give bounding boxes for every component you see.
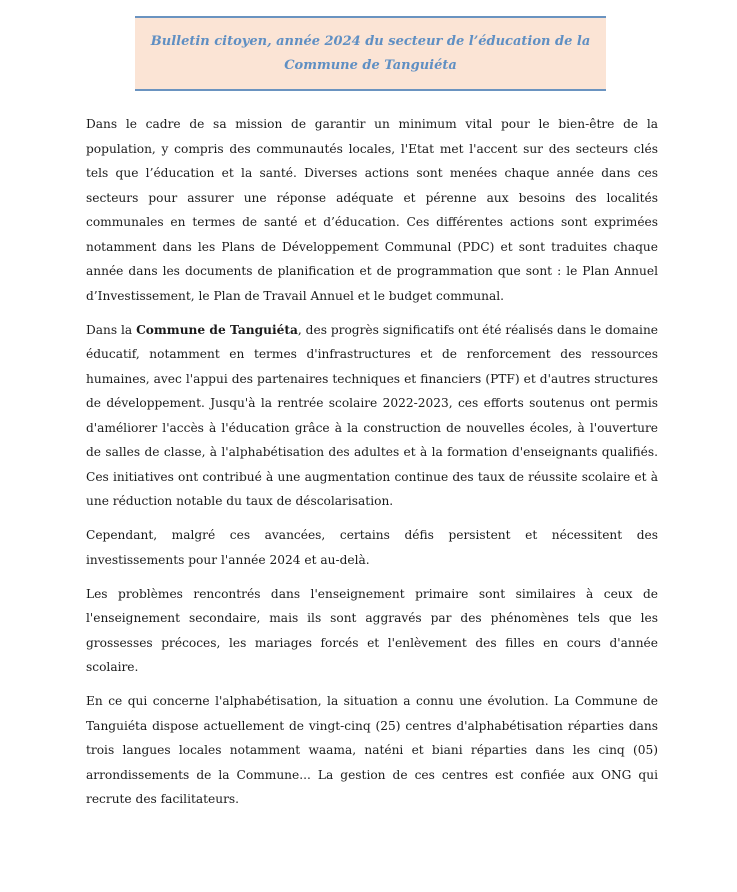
paragraph-challenges: Cependant, malgré ces avancées, certains défis persistent et nécessitent des investissements pour l'année 2024 et au-delà. [86, 528, 658, 567]
paragraph-progress [86, 318, 658, 514]
document-body [86, 112, 658, 821]
bulletin-title-line-1: Bulletin citoyen, année 2024 du secteur de l’éducation de la [150, 33, 591, 49]
commune-name-bold: Commune de Tanguiéta [136, 322, 298, 337]
bulletin-title-line-2: Commune de Tanguiéta [284, 57, 457, 73]
paragraph-progress-intro: Dans la [86, 322, 137, 337]
bulletin-title-box [135, 16, 606, 91]
paragraph-literacy: En ce qui concerne l'alphabétisation, la situation a connu une évolution. La Commune de Tanguiéta dispose actuellement de vingt-cinq (25) centres d'alphabétisation réparties dans trois langues locales notamment waama, naténi et biani réparties dans les cinq (05) arrondissements de la Commune... La gestion de ces centres est confiée aux ONG qui recrute des facilitateurs. [86, 694, 658, 806]
paragraph-progress-rest: , des progrès significatifs ont été réalisés dans le domaine éducatif, notamment en termes d'infrastructures et de renforcement des ressources humaines, avec l'appui des partenaires techniques et financiers (PTF) et d'autres structures de développement. Jusqu'à la rentrée scolaire 2022-2023, ces efforts soutenus ont permis d'améliorer l'accès à l'éducation grâce à la construction de nouvelles écoles, à l'ouverture de salles de classe, à l'alphabétisation des adultes et à la formation d'enseignants qualifiés. Ces initiatives ont contribué à une augmentation continue des taux de réussite scolaire et à une réduction notable du taux de déscolarisation. [86, 322, 659, 508]
paragraph-intro: Dans le cadre de sa mission de garantir un minimum vital pour le bien-être de la population, y compris des communautés locales, l'Etat met l'accent sur des secteurs clés tels que l’éducation et la santé. Diverses actions sont menées chaque année dans ces secteurs pour assurer une réponse adéquate et pérenne aux besoins des localités communales en termes de santé et d’éducation. Ces différentes actions sont exprimées notamment dans les Plans de Développement Communal (PDC) et sont traduites chaque année dans les documents de planification et de programmation que sont : le Plan Annuel d’Investissement, le Plan de Travail Annuel et le budget communal. [86, 117, 658, 303]
paragraph-problems: Les problèmes rencontrés dans l'enseignement primaire sont similaires à ceux de l'enseignement secondaire, mais ils sont aggravés par des phénomènes tels que les grossesses précoces, les mariages forcés et l'enlèvement des filles en cours d'année scolaire. [86, 586, 658, 674]
